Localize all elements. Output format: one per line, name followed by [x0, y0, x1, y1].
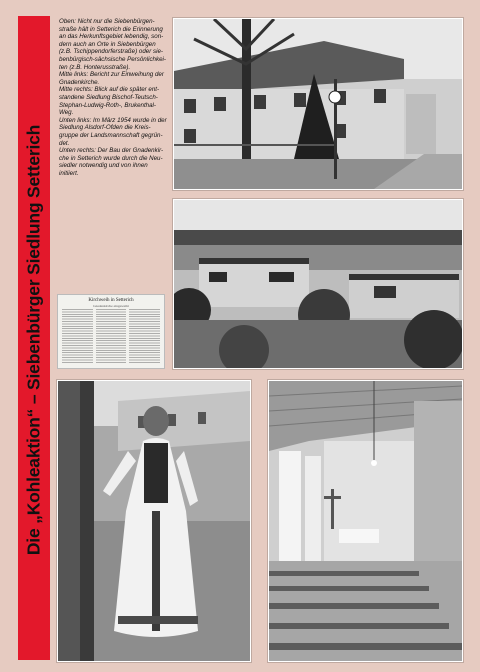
newspaper-clipping — [57, 294, 165, 369]
page-title: Die „Kohleaktion“ – Siebenbürger Siedlung Setterich — [23, 124, 44, 556]
caption-middle-left: Mitte links: Bericht zur Einweihung der Gnadenkirche. — [59, 71, 164, 86]
caption-bottom-right: Unten rechts: Der Bau der Gnadenkir-che in Setterich wurde durch die Neu-siedler notwendig und von ihnen initiiert. — [59, 147, 164, 177]
photo-settlement-view — [173, 199, 463, 369]
photo-church-interior — [268, 380, 463, 662]
photo-woman-traditional-dress — [57, 380, 251, 662]
clipping-subline: Gnadenkirche eingeweiht — [93, 304, 129, 308]
clipping-text-columns — [62, 309, 160, 364]
caption-bottom-left: Unten links: Im März 1954 wurde in der Siedlung Alsdorf-Ofden die Kreis-gruppe der Landsmannschaft gegrün-det. — [59, 116, 167, 147]
caption-top: Oben: Nicht nur die Siebenbürgen-straße hält in Setterich die Erinnerung an das Herkunftsgebiet lebendig, son-dern auch an Orte in Siebenbürgen (z.B. Tschippendorferstraße) oder sie-benbürgisch-sächsische Persönlichkei-ten (z.B. Honterusstraße). — [59, 18, 166, 71]
caption-block — [59, 18, 169, 177]
clipping-headline: Kirchweih in Setterich — [88, 298, 134, 303]
caption-middle-right: Mitte rechts: Blick auf die später ent-standene Siedlung Bischof-Teutsch-Stephan-Ludwig-Roth-, Brukenthal-Weg. — [59, 86, 160, 117]
photo-street-houses — [173, 18, 463, 190]
